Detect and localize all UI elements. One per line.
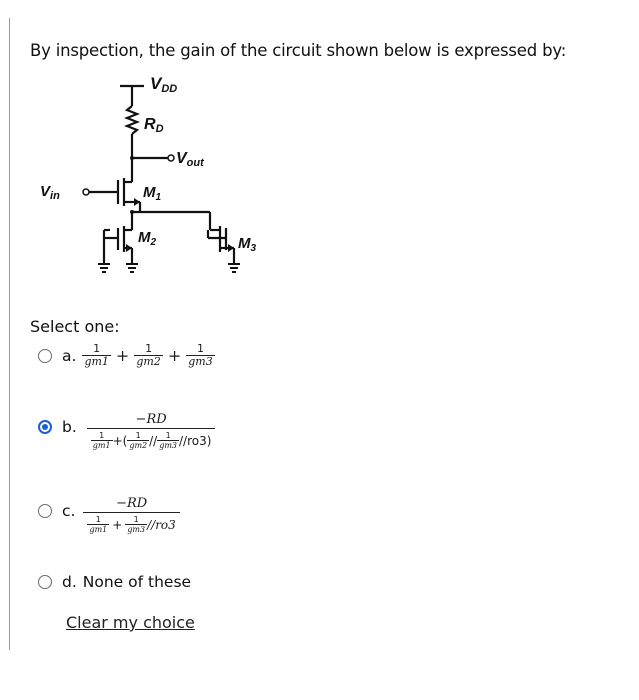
vin-label: $V_{in}$ [40,183,60,202]
option-a[interactable] [38,343,215,368]
option-c[interactable] [38,488,180,534]
option-b-letter: b. [62,418,77,436]
option-d-radio[interactable] [38,575,52,589]
m2-label: $M_2$ [138,229,157,248]
vdd-label: VDD [150,74,178,95]
option-d[interactable] [38,573,191,591]
vout-label: Vout [176,150,204,169]
option-b[interactable] [38,404,215,450]
left-border-rule [9,18,10,650]
option-a-letter: a. [62,346,77,365]
option-c-formula: −RD $\frac{1}{gm1}$ + $\frac{1}{gm3}$ //ro3 [83,496,179,534]
clear-choice-link[interactable]: Clear my choice [66,613,195,632]
option-c-radio[interactable] [38,504,52,518]
select-one-label: Select one: [30,317,120,336]
option-a-radio[interactable] [38,349,52,363]
m1-label: $M_1$ [143,184,162,203]
rd-label: RD [144,116,164,135]
m3-label: $M_3$ [238,235,257,254]
option-a-formula: $\frac{1}{gm1}$ + $\frac{1}{gm2}$ + $\frac{1}{gm3}$ [84,342,213,368]
question-text: By inspection, the gain of the circuit shown below is expressed by: [30,41,567,60]
circuit-diagram [40,72,280,287]
option-b-radio[interactable] [38,420,52,434]
option-d-label: None of these [82,573,192,591]
option-b-formula: −RD $\frac{1}{gm1}$ +( $\frac{1}{gm2}$ // $\frac{1}{gm3}$ //ro3) [87,412,216,450]
option-c-letter: c. [62,502,76,520]
option-d-letter: d. [62,573,77,591]
